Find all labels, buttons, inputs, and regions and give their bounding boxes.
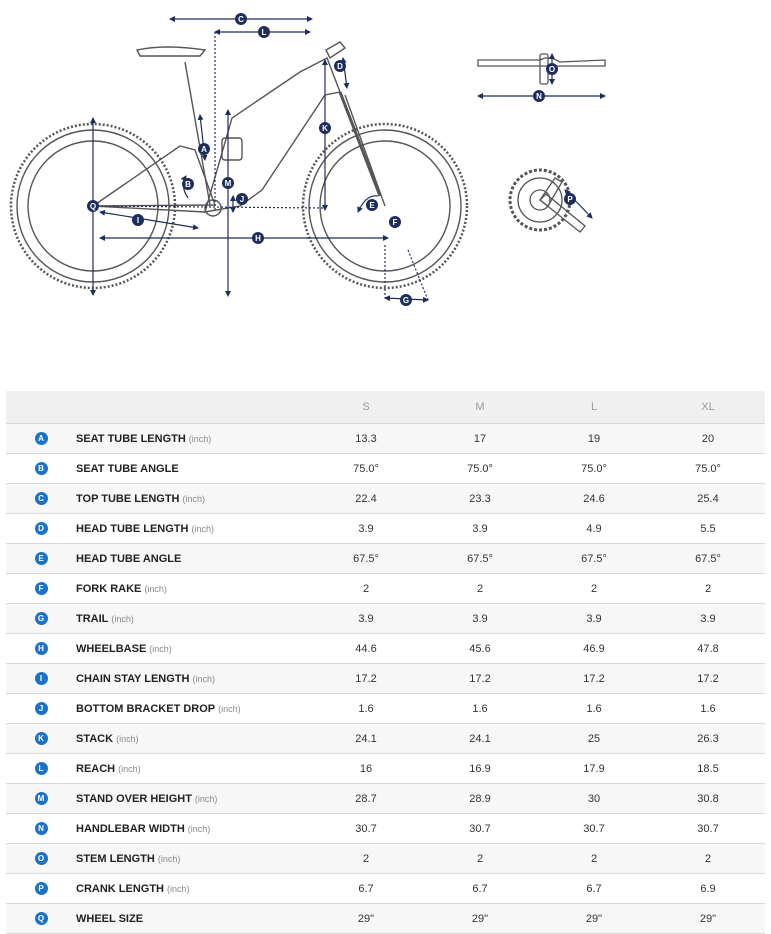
row-code-cell: [6, 694, 76, 724]
value-cell-m: 75.0°: [423, 454, 537, 484]
value-cell-xl: 67.5°: [651, 544, 765, 574]
svg-text:G: G: [402, 296, 410, 305]
value-cell-s: 29": [309, 904, 423, 934]
measurement-code-badge: F: [35, 582, 48, 595]
value-cell-xl: 3.9: [651, 604, 765, 634]
table-row: [6, 664, 765, 694]
measurement-name: STAND OVER HEIGHT: [76, 792, 192, 805]
value-cell-m: 28.9: [423, 784, 537, 814]
svg-text:B: B: [185, 180, 191, 189]
measurement-code-badge: M: [35, 792, 48, 805]
measurement-name-cell: [76, 724, 309, 754]
svg-text:P: P: [567, 195, 573, 204]
measurement-name-cell: [76, 454, 309, 484]
table-row: [6, 754, 765, 784]
row-code-cell: [6, 844, 76, 874]
value-cell-xl: 6.9: [651, 874, 765, 904]
value-cell-l: 24.6: [537, 484, 651, 514]
measurement-unit: (inch): [182, 493, 206, 504]
svg-text:J: J: [239, 195, 245, 204]
value-cell-xl: 20: [651, 424, 765, 454]
measurement-code-badge: J: [35, 702, 48, 715]
header-blank: [76, 391, 309, 424]
value-cell-s: 3.9: [309, 604, 423, 634]
value-cell-s: 22.4: [309, 484, 423, 514]
value-cell-m: 3.9: [423, 514, 537, 544]
table-row: [6, 844, 765, 874]
value-cell-l: 30: [537, 784, 651, 814]
size-header-m: M: [423, 391, 537, 424]
measurement-unit: (inch): [118, 763, 141, 774]
row-code-cell: [6, 634, 76, 664]
row-code-cell: [6, 574, 76, 604]
value-cell-m: 2: [423, 574, 537, 604]
row-code-cell: [6, 454, 76, 484]
table-row: [6, 814, 765, 844]
badge-f: [389, 216, 401, 228]
badge-d: [334, 60, 346, 72]
table-row: [6, 454, 765, 484]
measurement-unit: (inch): [149, 643, 172, 654]
measurement-name: HANDLEBAR WIDTH: [76, 822, 185, 835]
size-header-s: S: [309, 391, 423, 424]
measurement-name: CHAIN STAY LENGTH: [76, 672, 190, 685]
measurement-code-badge: Q: [35, 912, 48, 925]
value-cell-xl: 5.5: [651, 514, 765, 544]
measurement-name: STEM LENGTH: [76, 852, 155, 865]
measurement-name: BOTTOM BRACKET DROP: [76, 702, 216, 715]
size-header-l: L: [537, 391, 651, 424]
dimension-lines: [93, 19, 428, 300]
svg-text:N: N: [536, 92, 542, 101]
table-body: [6, 424, 765, 934]
value-cell-m: 30.7: [423, 814, 537, 844]
value-cell-s: 75.0°: [309, 454, 423, 484]
row-code-cell: [6, 514, 76, 544]
badge-i: [132, 214, 144, 226]
value-cell-xl: 75.0°: [651, 454, 765, 484]
svg-text:K: K: [322, 124, 328, 133]
row-code-cell: [6, 544, 76, 574]
value-cell-l: 25: [537, 724, 651, 754]
value-cell-m: 16.9: [423, 754, 537, 784]
measurement-name: CRANK LENGTH: [76, 882, 164, 895]
measurement-name-cell: [76, 694, 309, 724]
table-row: [6, 574, 765, 604]
value-cell-l: 1.6: [537, 694, 651, 724]
value-cell-l: 67.5°: [537, 544, 651, 574]
value-cell-s: 17.2: [309, 664, 423, 694]
measurement-name: FORK RAKE: [76, 582, 142, 595]
measurement-code-badge: P: [35, 882, 48, 895]
value-cell-xl: 17.2: [651, 664, 765, 694]
value-cell-l: 2: [537, 844, 651, 874]
svg-text:M: M: [224, 179, 232, 188]
row-code-cell: [6, 784, 76, 814]
measurement-code-badge: E: [35, 552, 48, 565]
measurement-unit: (inch): [188, 433, 212, 444]
value-cell-m: 2: [423, 844, 537, 874]
value-cell-xl: 1.6: [651, 694, 765, 724]
value-cell-l: 75.0°: [537, 454, 651, 484]
value-cell-xl: 2: [651, 844, 765, 874]
value-cell-xl: 30.7: [651, 814, 765, 844]
value-cell-xl: 26.3: [651, 724, 765, 754]
measurement-name: HEAD TUBE LENGTH: [76, 522, 189, 535]
measurement-code-badge: O: [35, 852, 48, 865]
badge-l: [258, 26, 270, 38]
measurement-name: TRAIL: [76, 612, 109, 625]
crankset-detail: [510, 170, 592, 232]
table-row: [6, 784, 765, 814]
table-row: [6, 604, 765, 634]
measurement-name-cell: [76, 814, 309, 844]
value-cell-m: 3.9: [423, 604, 537, 634]
measurement-name-cell: [76, 904, 309, 934]
value-cell-s: 6.7: [309, 874, 423, 904]
table-header-row: [6, 391, 765, 424]
value-cell-l: 17.9: [537, 754, 651, 784]
svg-text:I: I: [136, 216, 140, 225]
measurement-unit: (inch): [144, 583, 167, 594]
measurement-name: REACH: [76, 762, 116, 775]
measurement-name: SEAT TUBE ANGLE: [76, 462, 179, 475]
measurement-name-cell: [76, 544, 309, 574]
value-cell-s: 16: [309, 754, 423, 784]
row-code-cell: [6, 604, 76, 634]
svg-text:E: E: [369, 201, 375, 210]
row-code-cell: [6, 424, 76, 454]
row-code-cell: [6, 754, 76, 784]
value-cell-m: 17: [423, 424, 537, 454]
svg-text:Q: Q: [89, 202, 97, 211]
value-cell-xl: 18.5: [651, 754, 765, 784]
svg-text:H: H: [255, 234, 261, 243]
badge-p: [564, 193, 576, 205]
measurement-name-cell: [76, 484, 309, 514]
measurement-name-cell: [76, 664, 309, 694]
value-cell-xl: 29": [651, 904, 765, 934]
bike-geometry-diagram: [0, 0, 771, 390]
value-cell-m: 67.5°: [423, 544, 537, 574]
value-cell-s: 28.7: [309, 784, 423, 814]
badge-n: [533, 90, 545, 102]
badge-e: [366, 199, 378, 211]
value-cell-l: 19: [537, 424, 651, 454]
badge-j: [236, 193, 248, 205]
bike-illustration: [11, 42, 467, 288]
value-cell-xl: 47.8: [651, 634, 765, 664]
value-cell-m: 45.6: [423, 634, 537, 664]
badge-a: [198, 143, 210, 155]
measurement-code-badge: I: [35, 672, 48, 685]
table-row: [6, 514, 765, 544]
value-cell-xl: 2: [651, 574, 765, 604]
value-cell-xl: 30.8: [651, 784, 765, 814]
measurement-unit: (inch): [192, 673, 215, 684]
row-code-cell: [6, 724, 76, 754]
value-cell-s: 67.5°: [309, 544, 423, 574]
value-cell-s: 44.6: [309, 634, 423, 664]
measurement-name: TOP TUBE LENGTH: [76, 492, 180, 505]
measurement-unit: (inch): [191, 523, 214, 534]
measurement-name: SEAT TUBE LENGTH: [76, 432, 186, 445]
measurement-name: WHEEL SIZE: [76, 912, 144, 925]
svg-text:L: L: [261, 28, 267, 37]
svg-text:A: A: [201, 145, 207, 154]
value-cell-l: 30.7: [537, 814, 651, 844]
measurement-unit: (inch): [167, 883, 190, 894]
row-code-cell: [6, 814, 76, 844]
measurement-unit: (inch): [116, 733, 139, 744]
value-cell-m: 23.3: [423, 484, 537, 514]
value-cell-s: 1.6: [309, 694, 423, 724]
measurement-unit: (inch): [157, 853, 181, 864]
measurement-unit: (inch): [187, 823, 211, 834]
value-cell-l: 4.9: [537, 514, 651, 544]
value-cell-m: 6.7: [423, 874, 537, 904]
table-row: [6, 694, 765, 724]
svg-text:F: F: [392, 218, 398, 227]
measurement-name: WHEELBASE: [76, 642, 147, 655]
value-cell-s: 2: [309, 574, 423, 604]
row-code-cell: [6, 664, 76, 694]
measurement-name-cell: [76, 754, 309, 784]
table-row: [6, 904, 765, 934]
handlebar-detail: [478, 54, 605, 96]
measurement-code-badge: H: [35, 642, 48, 655]
measurement-name-cell: [76, 784, 309, 814]
measurement-name-cell: [76, 424, 309, 454]
value-cell-s: 3.9: [309, 514, 423, 544]
row-code-cell: [6, 874, 76, 904]
measurement-code-badge: C: [35, 492, 48, 505]
value-cell-m: 17.2: [423, 664, 537, 694]
value-cell-l: 46.9: [537, 634, 651, 664]
badge-q: [87, 200, 99, 212]
measurement-unit: (inch): [194, 793, 218, 804]
badge-c: [235, 13, 247, 25]
measurement-name-cell: [76, 574, 309, 604]
header-blank: [6, 391, 76, 424]
measurement-name-cell: [76, 874, 309, 904]
table-row: [6, 484, 765, 514]
svg-text:C: C: [238, 15, 244, 24]
measurement-code-badge: K: [35, 732, 48, 745]
measurement-name: STACK: [76, 732, 114, 745]
value-cell-s: 2: [309, 844, 423, 874]
table-row: [6, 544, 765, 574]
geometry-table: [6, 391, 765, 934]
value-cell-l: 2: [537, 574, 651, 604]
measurement-unit: (inch): [111, 613, 134, 624]
measurement-code-badge: B: [35, 462, 48, 475]
size-header-xl: XL: [651, 391, 765, 424]
badge-o: [546, 63, 558, 75]
measurement-code-badge: N: [35, 822, 48, 835]
badge-k: [319, 122, 331, 134]
value-cell-m: 24.1: [423, 724, 537, 754]
badge-m: [222, 177, 234, 189]
value-cell-xl: 25.4: [651, 484, 765, 514]
measurement-name-cell: [76, 604, 309, 634]
table-row: [6, 874, 765, 904]
measurement-code-badge: A: [35, 432, 48, 445]
svg-text:O: O: [548, 65, 556, 74]
badge-b: [182, 178, 194, 190]
badge-g: [400, 294, 412, 306]
value-cell-s: 30.7: [309, 814, 423, 844]
measurement-code-badge: D: [35, 522, 48, 535]
measurement-code-badge: G: [35, 612, 48, 625]
table-row: [6, 724, 765, 754]
value-cell-s: 13.3: [309, 424, 423, 454]
measurement-name: HEAD TUBE ANGLE: [76, 552, 182, 565]
measurement-unit: (inch): [218, 703, 241, 714]
value-cell-m: 29": [423, 904, 537, 934]
table-row: [6, 634, 765, 664]
measurement-name-cell: [76, 844, 309, 874]
table-row: [6, 424, 765, 454]
value-cell-l: 29": [537, 904, 651, 934]
row-code-cell: [6, 484, 76, 514]
value-cell-s: 24.1: [309, 724, 423, 754]
measurement-name-cell: [76, 514, 309, 544]
value-cell-m: 1.6: [423, 694, 537, 724]
row-code-cell: [6, 904, 76, 934]
value-cell-l: 17.2: [537, 664, 651, 694]
svg-text:D: D: [337, 62, 343, 71]
badge-h: [252, 232, 264, 244]
value-cell-l: 3.9: [537, 604, 651, 634]
measurement-code-badge: L: [35, 762, 48, 775]
measurement-name-cell: [76, 634, 309, 664]
value-cell-l: 6.7: [537, 874, 651, 904]
